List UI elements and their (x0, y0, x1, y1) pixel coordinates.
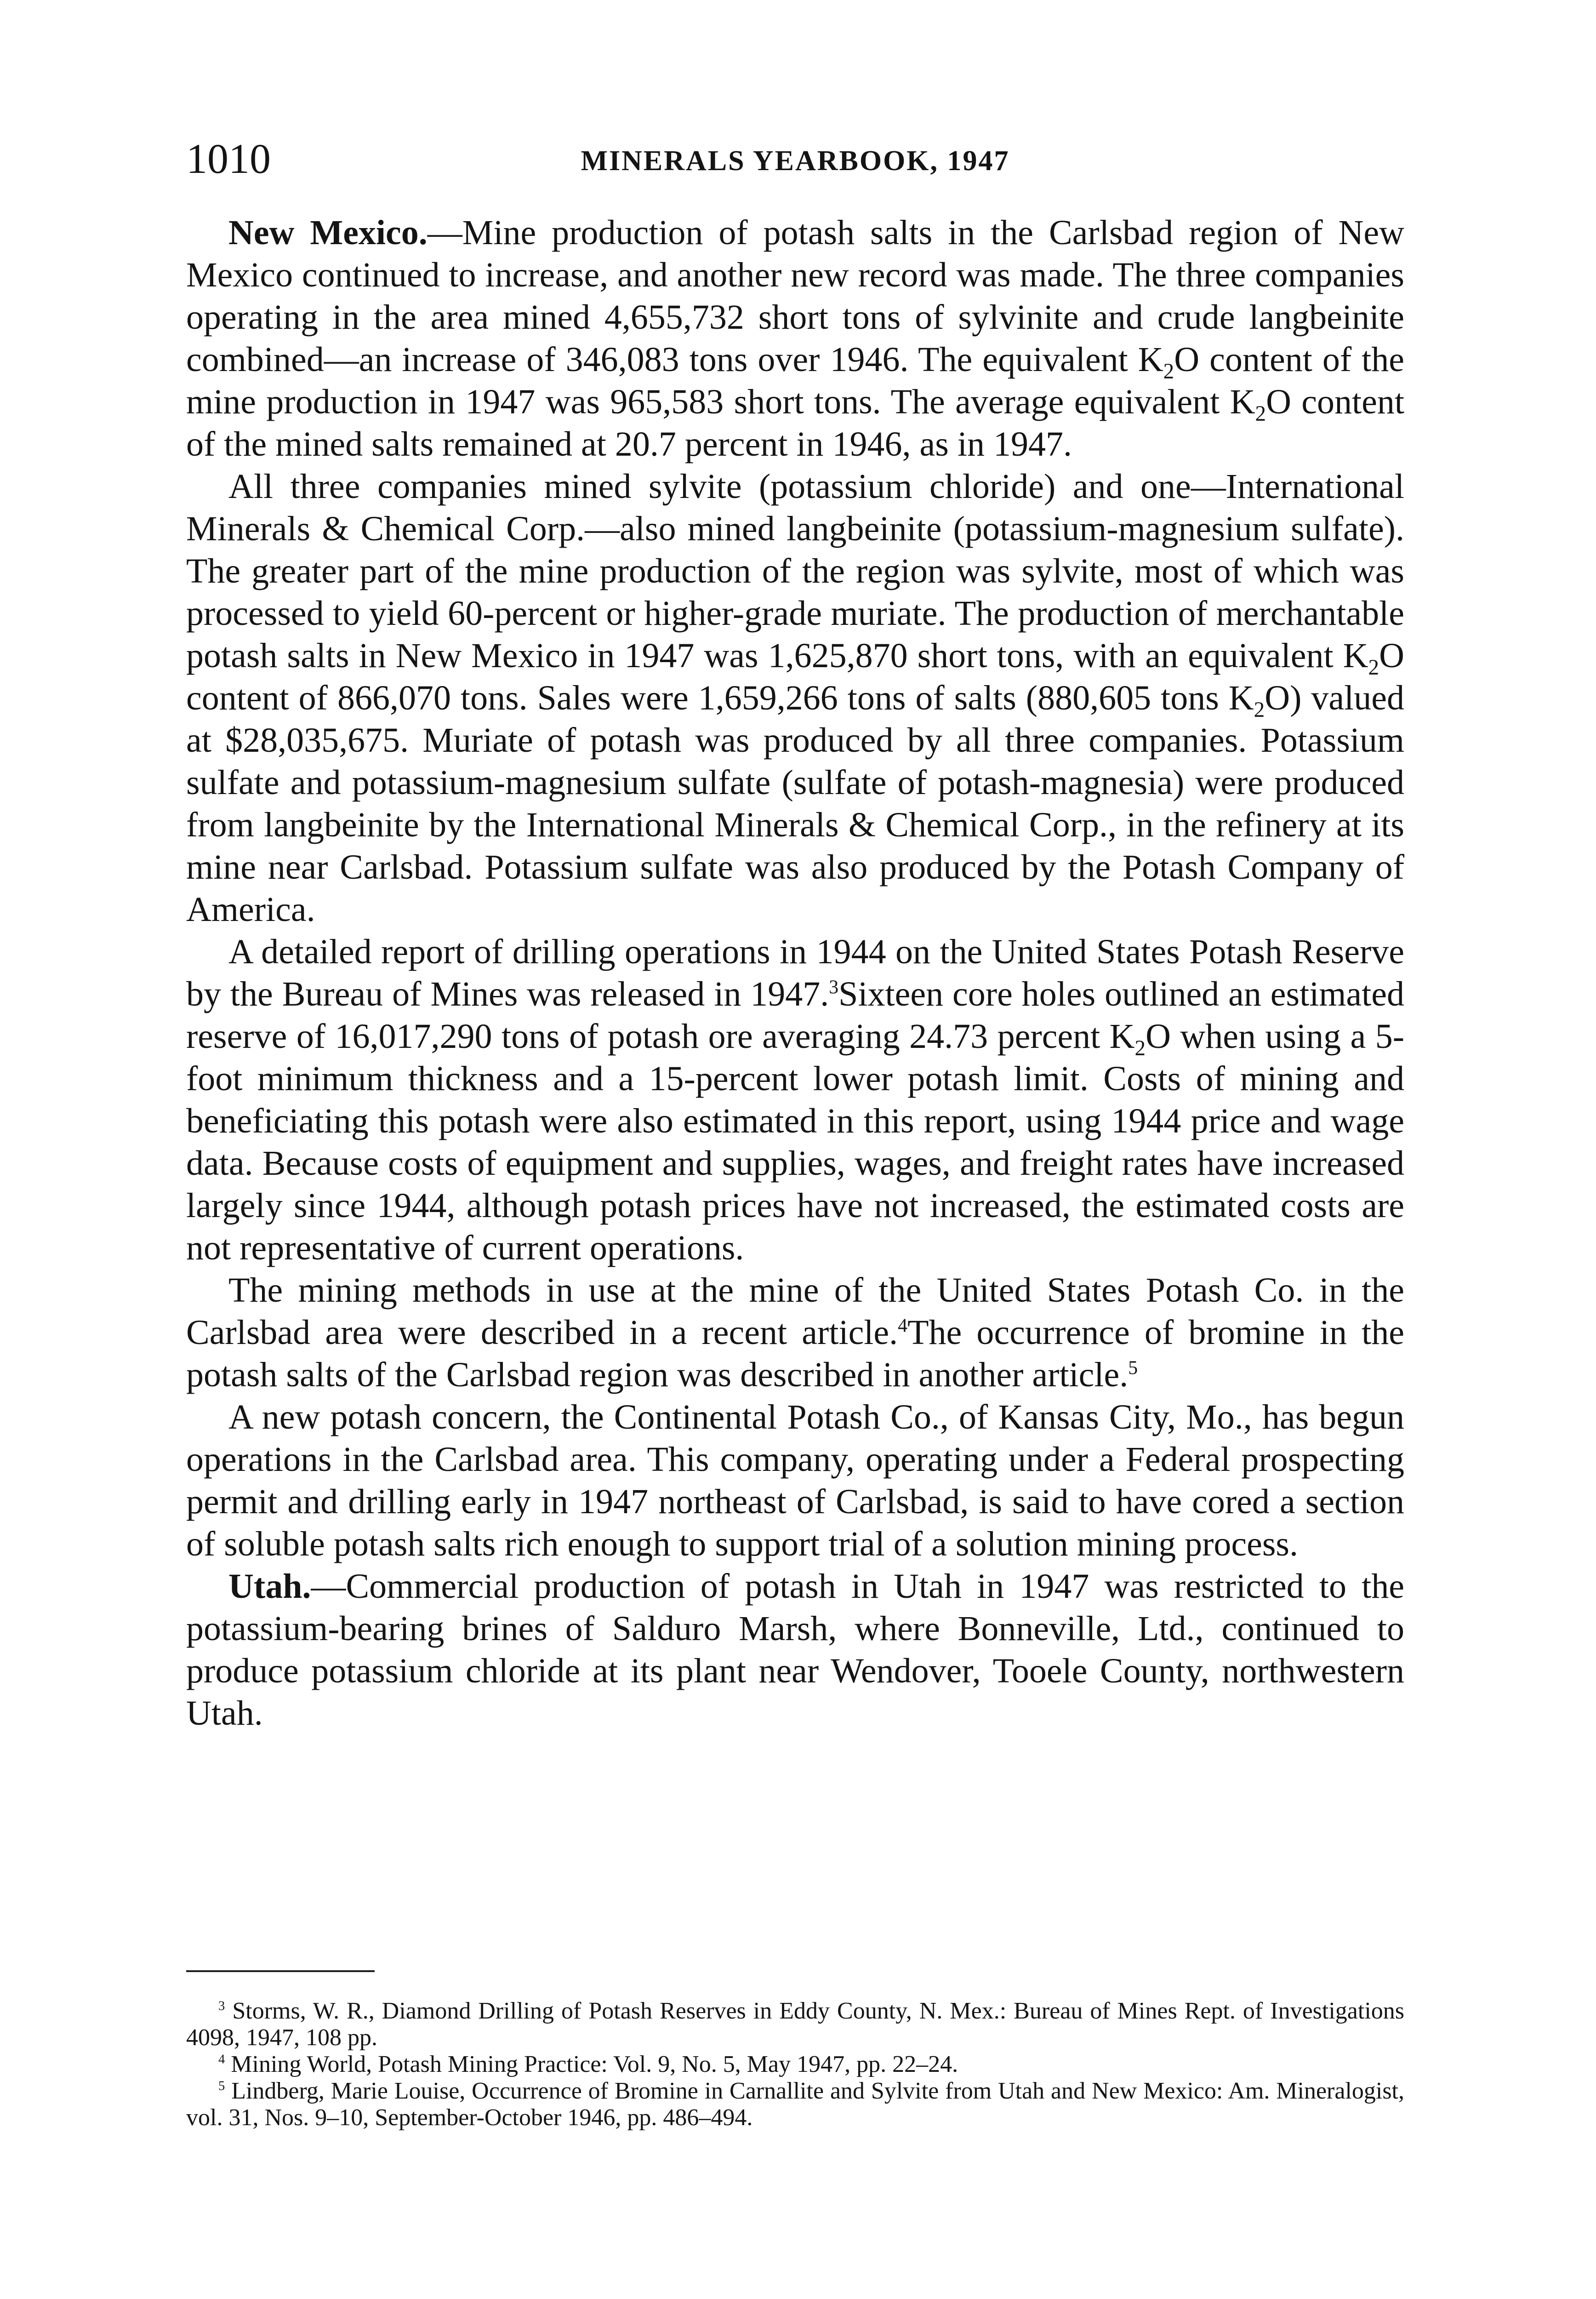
paragraph-text: —Commercial production of potash in Utah in 1947 was restricted to the potassium-bearing brines of Salduro Marsh, where Bonneville, Ltd., continued to produce potassium chloride at its plant near Wendover, Tooele County, northwestern Utah. (186, 1567, 1404, 1733)
footnote-marker: 5 (218, 2079, 225, 2093)
paragraph-text: O content of the mine production in 1947 was 965,583 short tons. The average equivalent K (186, 340, 1404, 421)
paragraph-text: O) valued at $28,035,675. Muriate of potash was produced by all three companies. Potassium sulfate and potassium-magnesium sulfate (sulfate of potash-magnesia) were produced from langbeinite by the International Minerals & Chemical Corp., in the refinery at its mine near Carlsbad. Potassium sulfate was also produced by the Potash Company of America. (186, 679, 1404, 929)
paragraph-text: A new potash concern, the Continental Potash Co., of Kansas City, Mo., has begun operations in the Carlsbad area. This company, operating under a Federal prospecting permit and drilling early in 1947 northeast of Carlsbad, is said to have cored a section of soluble potash salts rich enough to support trial of a solution mining process. (186, 1398, 1404, 1563)
footnote-text: Lindberg, Marie Louise, Occurrence of Bromine in Carnallite and Sylvite from Utah and New Mexico: Am. Mineralogist, vol. 31, Nos. 9–10, September-October 1946, pp. 486–494. (186, 2078, 1405, 2131)
paragraph-new-mexico (186, 212, 1404, 465)
subscript: 2 (1255, 402, 1266, 426)
paragraph-text: A detailed report of drilling operations in 1944 on the United States Potash Reserve by the Bureau of Mines was released in 1947. (186, 932, 1404, 1013)
footnote-marker: 3 (218, 1999, 225, 2013)
page-header-title: MINERALS YEARBOOK, 1947 (581, 145, 1010, 177)
footnote-3 (186, 1998, 1404, 2051)
paragraph-drilling-report (186, 931, 1404, 1269)
paragraph-utah (186, 1565, 1404, 1734)
subscript: 2 (1134, 1036, 1146, 1061)
footnote-text: Mining World, Potash Mining Practice: Vol. 9, No. 5, May 1947, pp. 22–24. (231, 2051, 958, 2077)
subscript: 2 (1368, 656, 1379, 680)
page-number: 1010 (186, 135, 271, 182)
section-heading-utah: Utah. (228, 1567, 311, 1606)
footnote-ref[interactable]: 4 (898, 1315, 908, 1337)
paragraph-text: The occurrence of bromine in the potash salts of the Carlsbad region was described in another article. (186, 1313, 1405, 1394)
footnote-4 (186, 2051, 1404, 2078)
footnote-divider (186, 1970, 375, 1972)
footnote-marker: 4 (218, 2052, 225, 2067)
footnote-5 (186, 2078, 1404, 2131)
paragraph-text: O content of the mined salts remained at 20.7 percent in 1946, as in 1947. (186, 383, 1404, 463)
section-heading-new-mexico: New Mexico. (228, 213, 428, 252)
running-head (186, 133, 1404, 184)
paragraph-text: O content of 866,070 tons. Sales were 1,659,266 tons of salts (880,605 tons K (186, 636, 1404, 717)
paragraph-companies (186, 465, 1404, 931)
footnote-text: Storms, W. R., Diamond Drilling of Potash Reserves in Eddy County, N. Mex.: Bureau of Mines Rept. of Investigations 4098, 1947, 108 pp. (186, 1998, 1405, 2051)
paragraph-text: All three companies mined sylvite (potassium chloride) and one—International Minerals & Chemical Corp.—also mined langbeinite (potassium-magnesium sulfate). The greater part of the mine production of the region was sylvite, most of which was processed to yield 60-percent or higher-grade muriate. The production of merchantable potash salts in New Mexico in 1947 was 1,625,870 short tons, with an equivalent K (186, 467, 1404, 675)
body-text (186, 212, 1404, 1734)
paragraph-text: The mining methods in use at the mine of the United States Potash Co. in the Carlsbad area were described in a recent article. (186, 1271, 1404, 1352)
paragraph-mining-methods (186, 1269, 1404, 1396)
footnote-ref[interactable]: 3 (829, 977, 839, 998)
subscript: 2 (1254, 698, 1265, 722)
paragraph-text: O when using a 5-foot minimum thickness and a 15-percent lower potash limit. Costs of mining and beneficiating this potash were also estimated in this report, using 1944 price and wage data. Because costs of equipment and supplies, wages, and freight rates have increased largely since 1944, although potash prices have not increased, the estimated costs are not representative of current operations. (186, 1017, 1404, 1267)
footnote-ref[interactable]: 5 (1128, 1357, 1138, 1379)
paragraph-text: Sixteen core holes outlined an estimated reserve of 16,017,290 tons of potash ore averaging 24.73 percent K (186, 975, 1404, 1056)
subscript: 2 (1163, 360, 1174, 384)
paragraph-text: —Mine production of potash salts in the Carlsbad region of New Mexico continued to increase, and another new record was made. The three companies operating in the area mined 4,655,732 short tons of sylvinite and crude langbeinite combined—an increase of 346,083 tons over 1946. The equivalent K (186, 213, 1404, 379)
document-page (186, 0, 1404, 2299)
paragraph-continental-potash (186, 1396, 1404, 1565)
footnotes (186, 1998, 1404, 2131)
